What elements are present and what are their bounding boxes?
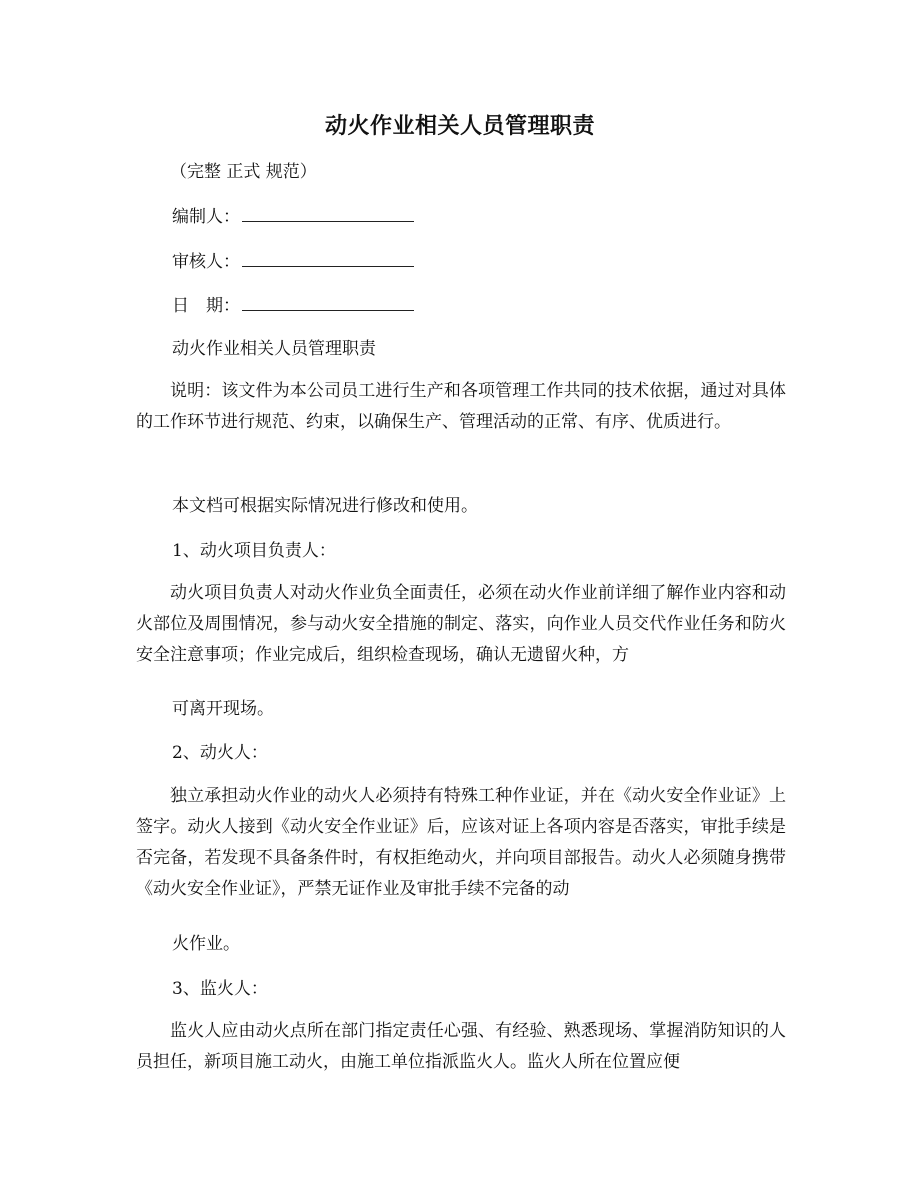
reviewer-blank <box>242 248 414 267</box>
date-blank <box>242 292 414 311</box>
document-subtitle: （完整 正式 规范） <box>170 162 317 182</box>
intro-paragraph: 说明：该文件为本公司员工进行生产和各项管理工作共同的技术依据，通过对具体的工作环节进行规范、约束，以确保生产、管理活动的正常、有序、优质进行。 <box>136 381 786 432</box>
date-field <box>172 292 414 318</box>
section-3-body: 监火人应由动火点所在部门指定责任心强、有经验、熟悉现场、掌握消防知识的人员担任，新项目施工动火，由施工单位指派监火人。监火人所在位置应便 <box>136 1021 786 1072</box>
section-3-heading: 3、监火人： <box>172 979 268 999</box>
editor-blank <box>242 203 414 222</box>
section-heading: 动火作业相关人员管理职责 <box>172 339 376 359</box>
usage-note: 本文档可根据实际情况进行修改和使用。 <box>172 496 478 516</box>
reviewer-label: 审核人： <box>172 252 240 272</box>
section-1-continuation: 可离开现场。 <box>172 699 274 719</box>
reviewer-field <box>172 248 414 274</box>
section-2-body: 独立承担动火作业的动火人必须持有特殊工种作业证，并在《动火安全作业证》上签字。动火人接到《动火安全作业证》后，应该对证上各项内容是否落实，审批手续是否完备，若发现不具备条件时，有权拒绝动火，并向项目部报告。动火人必须随身携带《动火安全作业证》，严禁无证作业及审批手续不完备的动 <box>136 786 786 899</box>
editor-label: 编制人： <box>172 207 240 227</box>
section-2-heading: 2、动火人： <box>172 743 268 763</box>
section-1-heading: 1、动火项目负责人： <box>172 541 336 561</box>
document-title: 动火作业相关人员管理职责 <box>324 113 595 139</box>
editor-field <box>172 203 414 229</box>
date-label: 日 期： <box>172 296 240 316</box>
section-2-continuation: 火作业。 <box>172 934 240 954</box>
section-1-body: 动火项目负责人对动火作业负全面责任，必须在动火作业前详细了解作业内容和动火部位及周围情况，参与动火安全措施的制定、落实，向作业人员交代作业任务和防火安全注意事项；作业完成后，组织检查现场，确认无遗留火种，方 <box>136 583 786 665</box>
